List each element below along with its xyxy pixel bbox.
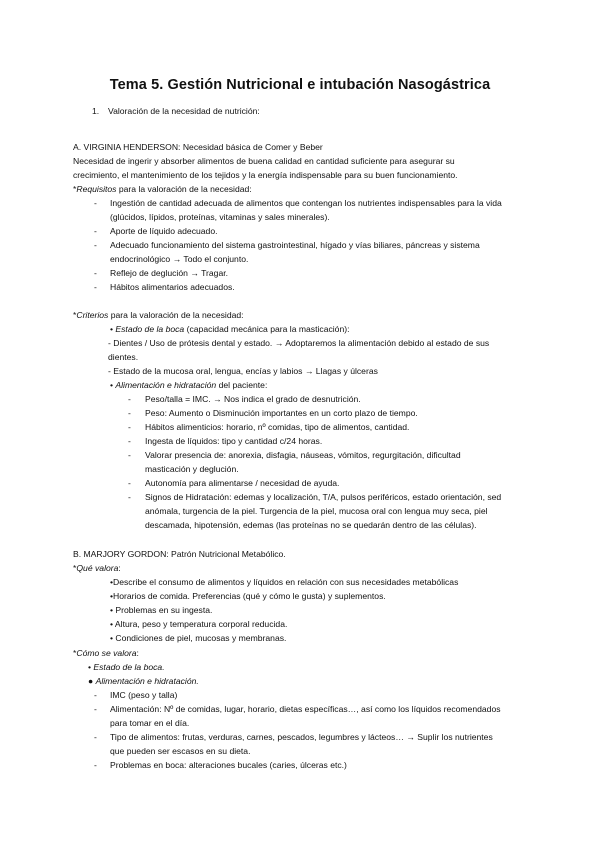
dash-marker: - bbox=[94, 198, 97, 208]
requisitos-intro: *Requisitos para la valoración de la necesidad: bbox=[73, 184, 252, 194]
como-item-continuation: para tomar en el día. bbox=[110, 718, 190, 728]
dash-marker: - bbox=[94, 732, 97, 742]
que-valora-heading: *Qué valora: bbox=[73, 563, 121, 573]
alimentacion-item: Peso: Aumento o Disminución importantes en un corto plazo de tiempo. bbox=[145, 408, 418, 418]
criterios-rest: para la valoración de la necesidad: bbox=[110, 310, 244, 320]
que-item: • Condiciones de piel, mucosas y membranas. bbox=[110, 633, 287, 643]
que-item-text: Problemas en su ingesta. bbox=[115, 605, 213, 615]
henderson-paragraph-line-2: crecimiento, el mantenimiento de los tejidos y la energía indispensable para su buen funcionamiento. bbox=[73, 170, 458, 180]
henderson-heading: A. VIRGINIA HENDERSON: Necesidad básica de Comer y Beber bbox=[73, 142, 323, 152]
requisitos-label: Requisitos bbox=[76, 184, 117, 194]
que-item: •Describe el consumo de alimentos y líquidos en relación con sus necesidades metabólicas bbox=[110, 577, 459, 587]
dash-marker: - bbox=[94, 226, 97, 236]
criterios-intro: *Criterios para la valoración de la necesidad: bbox=[73, 310, 244, 320]
dash-marker: - bbox=[128, 450, 131, 460]
boca-label: Estado de la boca bbox=[115, 324, 185, 334]
que-valora-label: Qué valora bbox=[76, 563, 119, 573]
que-item-text: Altura, peso y temperatura corporal reducida. bbox=[114, 619, 288, 629]
dash-marker: - bbox=[128, 422, 131, 432]
dash-marker: - bbox=[128, 478, 131, 488]
requisito-item: Aporte de líquido adecuado. bbox=[110, 226, 218, 236]
que-item-text: Condiciones de piel, mucosas y membranas. bbox=[115, 633, 287, 643]
alimentacion-label: Alimentación e hidratación bbox=[115, 380, 217, 390]
boca-line: • Estado de la boca (capacidad mecánica para la masticación): bbox=[110, 324, 350, 334]
alimentacion-item: Valorar presencia de: anorexia, disfagia, náuseas, vómitos, regurgitación, dificultad bbox=[145, 450, 461, 460]
como-valora-heading: *Cómo se valora: bbox=[73, 648, 139, 658]
requisito-item: Adecuado funcionamiento del sistema gastrointestinal, hígado y vías biliares, páncreas y sistema bbox=[110, 240, 480, 250]
gordon-heading: B. MARJORY GORDON: Patrón Nutricional Metabólico. bbox=[73, 549, 286, 559]
dash-marker: - bbox=[128, 408, 131, 418]
dash-marker: - bbox=[128, 492, 131, 502]
como-item: IMC (peso y talla) bbox=[110, 690, 178, 700]
dash-marker: - bbox=[128, 394, 131, 404]
section-heading: Valoración de la necesidad de nutrición: bbox=[108, 106, 260, 116]
dash-marker: - bbox=[128, 436, 131, 446]
alimentacion-item-continuation: masticación y deglución. bbox=[145, 464, 239, 474]
alimentacion-rest: del paciente: bbox=[218, 380, 268, 390]
requisitos-rest: para la valoración de la necesidad: bbox=[118, 184, 252, 194]
dash-marker: - bbox=[94, 282, 97, 292]
dash-marker: - bbox=[94, 760, 97, 770]
como-item: Alimentación: Nº de comidas, lugar, horario, dietas específicas…, así como los líquidos recomendados bbox=[110, 704, 501, 714]
alimentacion-item: Hábitos alimenticios: horario, nº comidas, tipo de alimentos, cantidad. bbox=[145, 422, 410, 432]
como-bullet: • Estado de la boca. bbox=[88, 662, 165, 672]
dash-marker: - bbox=[94, 704, 97, 714]
como-valora-label: Cómo se valora bbox=[76, 648, 137, 658]
que-item: • Problemas en su ingesta. bbox=[110, 605, 213, 615]
como-bullet: ● Alimentación e hidratación. bbox=[88, 676, 199, 686]
como-bullet-text: Alimentación e hidratación. bbox=[95, 676, 199, 686]
como-bullet-text: Estado de la boca. bbox=[93, 662, 165, 672]
alimentacion-item-continuation: descamada, hipotensión, edemas (las proteínas no se quedarán dentro de las células). bbox=[145, 520, 477, 530]
criterios-label: Criterios bbox=[76, 310, 109, 320]
page-title: Tema 5. Gestión Nutricional e intubación Nasogástrica bbox=[109, 77, 491, 93]
como-item-continuation: que pueden ser escasos en su dieta. bbox=[110, 746, 251, 756]
como-item: Problemas en boca: alteraciones bucales (caries, úlceras etc.) bbox=[110, 760, 347, 770]
requisito-item-continuation: (glúcidos, lípidos, proteínas, vitaminas y sales minerales). bbox=[110, 212, 330, 222]
boca-rest: (capacidad mecánica para la masticación): bbox=[186, 324, 350, 334]
dash-marker: - bbox=[94, 240, 97, 250]
requisito-item: Reflejo de deglución → Tragar. bbox=[110, 268, 228, 278]
que-item-text: Describe el consumo de alimentos y líquidos en relación con sus necesidades metabólicas bbox=[113, 577, 459, 587]
boca-detail: - Estado de la mucosa oral, lengua, encías y labios → Llagas y úlceras bbox=[108, 366, 378, 376]
alimentacion-item: Ingesta de líquidos: tipo y cantidad c/24 horas. bbox=[145, 436, 323, 446]
que-item-text: Horarios de comida. Preferencias (qué y cómo le gusta) y suplementos. bbox=[113, 591, 386, 601]
boca-detail: dientes. bbox=[108, 352, 139, 362]
requisito-item-continuation: endocrinológico → Todo el conjunto. bbox=[110, 254, 249, 264]
que-item: •Horarios de comida. Preferencias (qué y cómo le gusta) y suplementos. bbox=[110, 591, 386, 601]
henderson-paragraph-line-1: Necesidad de ingerir y absorber alimentos de buena calidad en cantidad suficiente para asegurar su bbox=[73, 156, 455, 166]
requisito-item: Hábitos alimentarios adecuados. bbox=[110, 282, 235, 292]
boca-detail: - Dientes / Uso de prótesis dental y estado. → Adoptaremos la alimentación debido al estado de sus bbox=[108, 338, 490, 348]
section-number: 1. bbox=[92, 106, 100, 116]
alimentacion-item: Autonomía para alimentarse / necesidad de ayuda. bbox=[145, 478, 340, 488]
como-item: Tipo de alimentos: frutas, verduras, carnes, pescados, legumbres y lácteos… → Suplir los nutrientes bbox=[110, 732, 493, 742]
alimentacion-item-continuation: anómala, turgencia de la piel. Turgencia de la piel, mucosa oral con lengua muy seca, piel bbox=[145, 506, 488, 516]
requisito-item: Ingestión de cantidad adecuada de alimentos que contengan los nutrientes indispensables para la vida bbox=[110, 198, 502, 208]
dash-marker: - bbox=[94, 690, 97, 700]
dash-marker: - bbox=[94, 268, 97, 278]
que-item: • Altura, peso y temperatura corporal reducida. bbox=[110, 619, 288, 629]
alimentacion-item: Signos de Hidratación: edemas y localización, T/A, pulsos periféricos, estado orientación, sed bbox=[145, 492, 502, 502]
alimentacion-line: • Alimentación e hidratación del paciente: bbox=[110, 380, 268, 390]
alimentacion-item: Peso/talla = IMC. → Nos indica el grado de desnutrición. bbox=[145, 394, 361, 404]
